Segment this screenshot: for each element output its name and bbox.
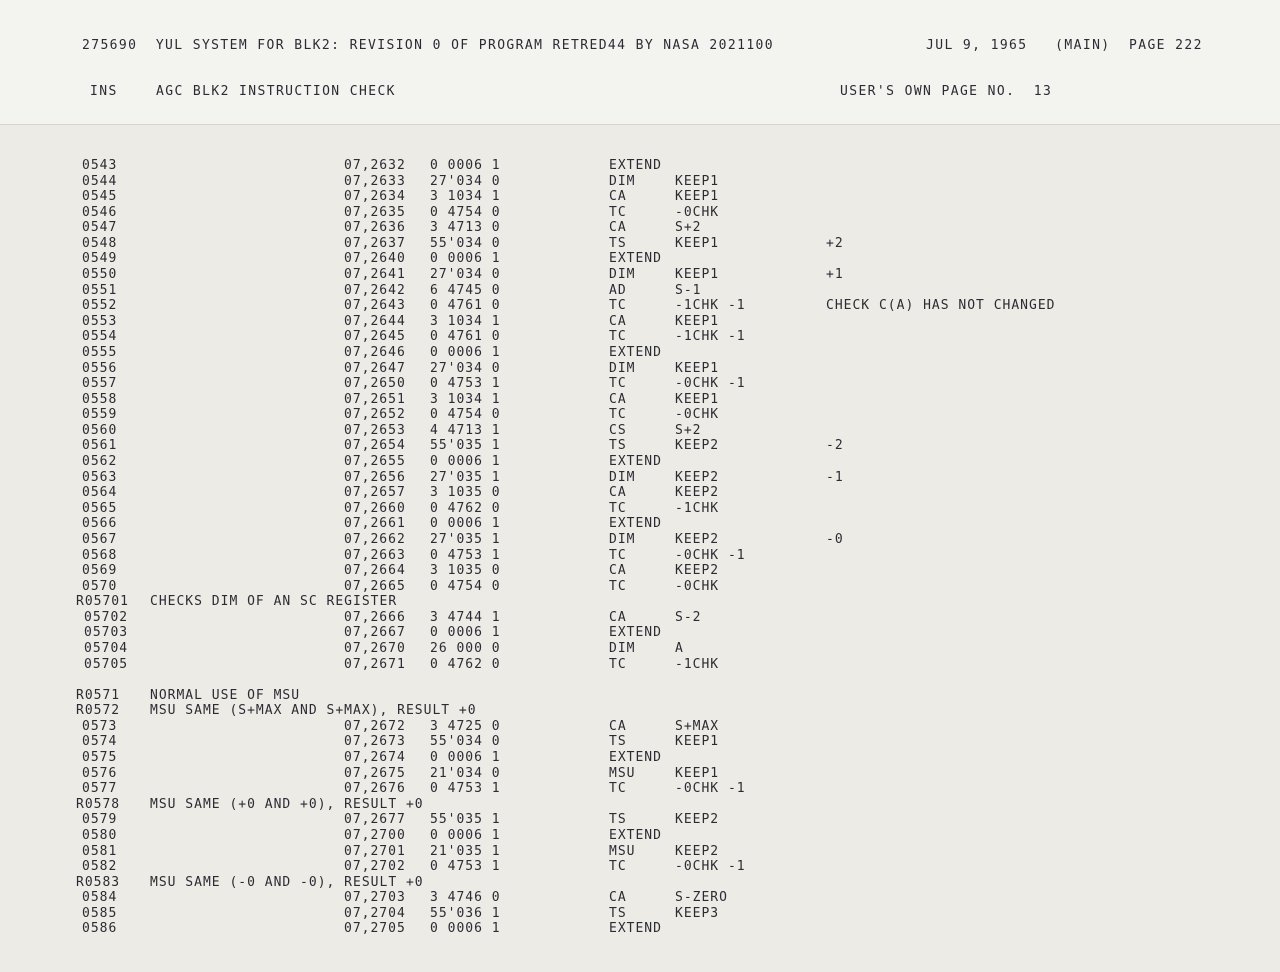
remark-text: MSU SAME (+0 AND +0), RESULT +0 [150, 796, 424, 812]
address: 07,2646 [344, 344, 406, 360]
header-date-page: JUL 9, 1965 (MAIN) PAGE 222 [926, 38, 1203, 53]
opcode: CA [609, 485, 627, 501]
listing-line [0, 657, 1280, 673]
opcode: DIM [609, 531, 636, 547]
card-number: R0572 [76, 703, 121, 719]
card-number: 0553 [82, 313, 118, 329]
listing-line [0, 906, 1280, 922]
card-number: 0562 [82, 454, 118, 470]
address: 07,2701 [344, 843, 406, 859]
listing-line [0, 189, 1280, 205]
opcode: DIM [609, 173, 636, 189]
comment: +1 [826, 267, 844, 283]
octal-word: 0 0006 1 [430, 750, 501, 766]
operand: KEEP1 [675, 734, 720, 750]
operand: -0CHK -1 [675, 547, 746, 563]
remark-line [0, 875, 1280, 891]
operand: S+2 [675, 422, 702, 438]
listing-line [0, 314, 1280, 330]
octal-word: 0 0006 1 [430, 625, 501, 641]
operand: -0CHK -1 [675, 859, 746, 875]
opcode: EXTEND [609, 921, 662, 937]
listing-line [0, 641, 1280, 657]
listing-line [0, 719, 1280, 735]
card-number: 0543 [82, 158, 118, 173]
address: 07,2677 [344, 812, 406, 828]
listing-line [0, 781, 1280, 797]
operand: KEEP2 [675, 563, 720, 579]
card-number: 0584 [82, 890, 118, 906]
listing-line [0, 563, 1280, 579]
octal-word: 0 4761 0 [430, 329, 501, 345]
operand: KEEP2 [675, 812, 720, 828]
octal-word: 4 4713 1 [430, 422, 501, 438]
listing-line [0, 361, 1280, 377]
listing-line [0, 610, 1280, 626]
opcode: EXTEND [609, 344, 662, 360]
card-number: 0544 [82, 173, 118, 189]
octal-word: 3 1034 1 [430, 391, 501, 407]
listing-line [0, 501, 1280, 517]
opcode: TC [609, 500, 627, 516]
comment: -2 [826, 438, 844, 454]
address: 07,2703 [344, 890, 406, 906]
address: 07,2662 [344, 531, 406, 547]
address: 07,2664 [344, 563, 406, 579]
octal-word: 27'034 0 [430, 173, 501, 189]
card-number: 0547 [82, 220, 118, 236]
listing-line [0, 267, 1280, 283]
octal-word: 55'034 0 [430, 235, 501, 251]
comment: -1 [826, 469, 844, 485]
card-number: 0564 [82, 485, 118, 501]
opcode: TC [609, 547, 627, 563]
operand: KEEP1 [675, 189, 720, 205]
address: 07,2667 [344, 625, 406, 641]
card-number: 0565 [82, 500, 118, 516]
card-number: 0560 [82, 422, 118, 438]
listing-line [0, 298, 1280, 314]
octal-word: 0 4754 0 [430, 578, 501, 594]
operand: KEEP1 [675, 765, 720, 781]
octal-word: 0 4753 1 [430, 547, 501, 563]
listing-line [0, 158, 1280, 174]
card-number: 0568 [82, 547, 118, 563]
octal-word: 0 4761 0 [430, 298, 501, 314]
address: 07,2656 [344, 469, 406, 485]
remark-line [0, 703, 1280, 719]
opcode: TC [609, 298, 627, 314]
card-number: 0574 [82, 734, 118, 750]
address: 07,2700 [344, 827, 406, 843]
operand: KEEP1 [675, 235, 720, 251]
opcode: CA [609, 220, 627, 236]
octal-word: 0 0006 1 [430, 158, 501, 173]
opcode: TC [609, 204, 627, 220]
opcode: EXTEND [609, 750, 662, 766]
blank-line [0, 672, 1280, 688]
card-number: 0550 [82, 267, 118, 283]
address: 07,2673 [344, 734, 406, 750]
octal-word: 26 000 0 [430, 640, 501, 656]
address: 07,2675 [344, 765, 406, 781]
operand: KEEP1 [675, 173, 720, 189]
card-number: 0556 [82, 360, 118, 376]
operand: -1CHK [675, 500, 720, 516]
opcode: TS [609, 235, 627, 251]
listing-line [0, 532, 1280, 548]
operand: KEEP2 [675, 843, 720, 859]
listing-line [0, 844, 1280, 860]
card-number: 0566 [82, 516, 118, 532]
operand: S+2 [675, 220, 702, 236]
octal-word: 3 1035 0 [430, 485, 501, 501]
opcode: DIM [609, 267, 636, 283]
listing-line [0, 766, 1280, 782]
card-number: 0551 [82, 282, 118, 298]
opcode: CS [609, 422, 627, 438]
operand: -1CHK -1 [675, 298, 746, 314]
header-title: 275690 YUL SYSTEM FOR BLK2: REVISION 0 OF PROGRAM RETRED44 BY NASA 2021100 [82, 38, 774, 53]
address: 07,2637 [344, 235, 406, 251]
listing-line [0, 625, 1280, 641]
address: 07,2661 [344, 516, 406, 532]
listing-line [0, 438, 1280, 454]
card-number: R0583 [76, 874, 121, 890]
card-number: 0577 [82, 781, 118, 797]
octal-word: 3 1034 1 [430, 313, 501, 329]
address: 07,2665 [344, 578, 406, 594]
address: 07,2640 [344, 251, 406, 267]
header-section-title: AGC BLK2 INSTRUCTION CHECK [156, 84, 396, 99]
octal-word: 27'035 1 [430, 531, 501, 547]
remark-text: NORMAL USE OF MSU [150, 687, 301, 703]
operand: KEEP1 [675, 267, 720, 283]
listing-line [0, 890, 1280, 906]
opcode: TS [609, 438, 627, 454]
operand: S+MAX [675, 718, 720, 734]
opcode: CA [609, 189, 627, 205]
card-number: R0571 [76, 687, 121, 703]
remark-line [0, 797, 1280, 813]
card-number: 0548 [82, 235, 118, 251]
card-number: 0567 [82, 531, 118, 547]
operand: KEEP2 [675, 469, 720, 485]
card-number: 0549 [82, 251, 118, 267]
octal-word: 27'034 0 [430, 360, 501, 376]
listing-line [0, 579, 1280, 595]
address: 07,2653 [344, 422, 406, 438]
header-ins-label: INS [90, 84, 118, 99]
address: 07,2674 [344, 750, 406, 766]
address: 07,2671 [344, 656, 406, 672]
operand: KEEP3 [675, 905, 720, 921]
listing-line [0, 548, 1280, 564]
opcode: DIM [609, 360, 636, 376]
listing-line [0, 329, 1280, 345]
card-number: 05702 [84, 609, 129, 625]
octal-word: 0 4754 0 [430, 204, 501, 220]
octal-word: 55'036 1 [430, 905, 501, 921]
opcode: CA [609, 563, 627, 579]
address: 07,2663 [344, 547, 406, 563]
octal-word: 55'035 1 [430, 812, 501, 828]
address: 07,2650 [344, 376, 406, 392]
opcode: DIM [609, 640, 636, 656]
operand: -0CHK [675, 407, 720, 423]
card-number: 0580 [82, 827, 118, 843]
opcode: CA [609, 391, 627, 407]
octal-word: 27'034 0 [430, 267, 501, 283]
opcode: MSU [609, 843, 636, 859]
operand: A [675, 640, 684, 656]
listing-line [0, 345, 1280, 361]
card-number: 0561 [82, 438, 118, 454]
address: 07,2666 [344, 609, 406, 625]
card-number: 0581 [82, 843, 118, 859]
card-number: 0575 [82, 750, 118, 766]
card-number: R05701 [76, 594, 129, 610]
octal-word: 55'035 1 [430, 438, 501, 454]
operand: S-2 [675, 609, 702, 625]
address: 07,2655 [344, 454, 406, 470]
opcode: CA [609, 718, 627, 734]
opcode: TC [609, 407, 627, 423]
listing-line [0, 376, 1280, 392]
card-number: 0570 [82, 578, 118, 594]
octal-word: 0 0006 1 [430, 454, 501, 470]
operand: KEEP2 [675, 485, 720, 501]
card-number: 0552 [82, 298, 118, 314]
card-number: 0545 [82, 189, 118, 205]
address: 07,2670 [344, 640, 406, 656]
listing-line [0, 236, 1280, 252]
opcode: EXTEND [609, 827, 662, 843]
remark-line [0, 688, 1280, 704]
opcode: TC [609, 578, 627, 594]
card-number: 0576 [82, 765, 118, 781]
operand: -0CHK -1 [675, 781, 746, 797]
opcode: EXTEND [609, 516, 662, 532]
listing-line [0, 470, 1280, 486]
octal-word: 0 0006 1 [430, 827, 501, 843]
listing-line [0, 251, 1280, 267]
operand: KEEP2 [675, 438, 720, 454]
address: 07,2645 [344, 329, 406, 345]
comment: CHECK C(A) HAS NOT CHANGED [826, 298, 1056, 314]
opcode: TS [609, 905, 627, 921]
opcode: TC [609, 859, 627, 875]
opcode: CA [609, 890, 627, 906]
listing-line [0, 392, 1280, 408]
card-number: 0555 [82, 344, 118, 360]
operand: -0CHK [675, 578, 720, 594]
operand: -1CHK [675, 656, 720, 672]
address: 07,2676 [344, 781, 406, 797]
listing-line [0, 205, 1280, 221]
opcode: TC [609, 376, 627, 392]
listing-line [0, 485, 1280, 501]
remark-line [0, 594, 1280, 610]
address: 07,2705 [344, 921, 406, 937]
card-number: 0582 [82, 859, 118, 875]
address: 07,2651 [344, 391, 406, 407]
octal-word: 3 4713 0 [430, 220, 501, 236]
opcode: TC [609, 781, 627, 797]
opcode: DIM [609, 469, 636, 485]
listing-line [0, 454, 1280, 470]
card-number: 0546 [82, 204, 118, 220]
card-number: 0557 [82, 376, 118, 392]
opcode: TC [609, 329, 627, 345]
opcode: EXTEND [609, 158, 662, 173]
operand: KEEP1 [675, 391, 720, 407]
opcode: TS [609, 812, 627, 828]
listing-line [0, 220, 1280, 236]
address: 07,2702 [344, 859, 406, 875]
operand: KEEP1 [675, 313, 720, 329]
opcode: EXTEND [609, 454, 662, 470]
octal-word: 0 0006 1 [430, 516, 501, 532]
octal-word: 3 4746 0 [430, 890, 501, 906]
octal-word: 21'034 0 [430, 765, 501, 781]
card-number: R0578 [76, 796, 121, 812]
operand: -0CHK [675, 204, 720, 220]
operand: S-1 [675, 282, 702, 298]
octal-word: 21'035 1 [430, 843, 501, 859]
opcode: AD [609, 282, 627, 298]
address: 07,2634 [344, 189, 406, 205]
address: 07,2644 [344, 313, 406, 329]
remark-text: MSU SAME (S+MAX AND S+MAX), RESULT +0 [150, 703, 477, 719]
address: 07,2643 [344, 298, 406, 314]
opcode: TS [609, 734, 627, 750]
listing-line [0, 283, 1280, 299]
octal-word: 55'034 0 [430, 734, 501, 750]
listing-line [0, 921, 1280, 937]
opcode: CA [609, 609, 627, 625]
operand: -0CHK -1 [675, 376, 746, 392]
octal-word: 3 4744 1 [430, 609, 501, 625]
card-number: 0586 [82, 921, 118, 937]
address: 07,2642 [344, 282, 406, 298]
listing-line [0, 516, 1280, 532]
octal-word: 0 4754 0 [430, 407, 501, 423]
opcode: EXTEND [609, 625, 662, 641]
address: 07,2654 [344, 438, 406, 454]
address: 07,2672 [344, 718, 406, 734]
card-number: 05704 [84, 640, 129, 656]
operand: KEEP1 [675, 360, 720, 376]
card-number: 05703 [84, 625, 129, 641]
opcode: MSU [609, 765, 636, 781]
operand: -1CHK -1 [675, 329, 746, 345]
octal-word: 0 0006 1 [430, 344, 501, 360]
listing-line [0, 859, 1280, 875]
octal-word: 0 0006 1 [430, 921, 501, 937]
operand: S-ZERO [675, 890, 728, 906]
listing-line [0, 812, 1280, 828]
listing-line [0, 407, 1280, 423]
card-number: 0579 [82, 812, 118, 828]
address: 07,2704 [344, 905, 406, 921]
octal-word: 0 4762 0 [430, 656, 501, 672]
octal-word: 6 4745 0 [430, 282, 501, 298]
address: 07,2660 [344, 500, 406, 516]
comment: -0 [826, 531, 844, 547]
address: 07,2635 [344, 204, 406, 220]
listing-line [0, 423, 1280, 439]
octal-word: 0 4753 1 [430, 781, 501, 797]
octal-word: 0 4753 1 [430, 376, 501, 392]
header-user-page: USER'S OWN PAGE NO. 13 [840, 84, 1053, 99]
address: 07,2632 [344, 158, 406, 173]
listing-line [0, 828, 1280, 844]
card-number: 0573 [82, 718, 118, 734]
address: 07,2636 [344, 220, 406, 236]
card-number: 0569 [82, 563, 118, 579]
opcode: EXTEND [609, 251, 662, 267]
opcode: CA [609, 313, 627, 329]
card-number: 0558 [82, 391, 118, 407]
card-number: 0554 [82, 329, 118, 345]
address: 07,2647 [344, 360, 406, 376]
octal-word: 3 4725 0 [430, 718, 501, 734]
comment: +2 [826, 235, 844, 251]
card-number: 05705 [84, 656, 129, 672]
remark-text: CHECKS DIM OF AN SC REGISTER [150, 594, 398, 610]
octal-word: 0 0006 1 [430, 251, 501, 267]
octal-word: 27'035 1 [430, 469, 501, 485]
remark-text: MSU SAME (-0 AND -0), RESULT +0 [150, 874, 424, 890]
card-number: 0563 [82, 469, 118, 485]
octal-word: 3 1034 1 [430, 189, 501, 205]
octal-word: 0 4753 1 [430, 859, 501, 875]
address: 07,2657 [344, 485, 406, 501]
octal-word: 0 4762 0 [430, 500, 501, 516]
opcode: TC [609, 656, 627, 672]
octal-word: 3 1035 0 [430, 563, 501, 579]
card-number: 0585 [82, 905, 118, 921]
address: 07,2633 [344, 173, 406, 189]
listing-line [0, 734, 1280, 750]
listing-line [0, 174, 1280, 190]
address: 07,2652 [344, 407, 406, 423]
listing-line [0, 750, 1280, 766]
operand: KEEP2 [675, 531, 720, 547]
address: 07,2641 [344, 267, 406, 283]
card-number: 0559 [82, 407, 118, 423]
